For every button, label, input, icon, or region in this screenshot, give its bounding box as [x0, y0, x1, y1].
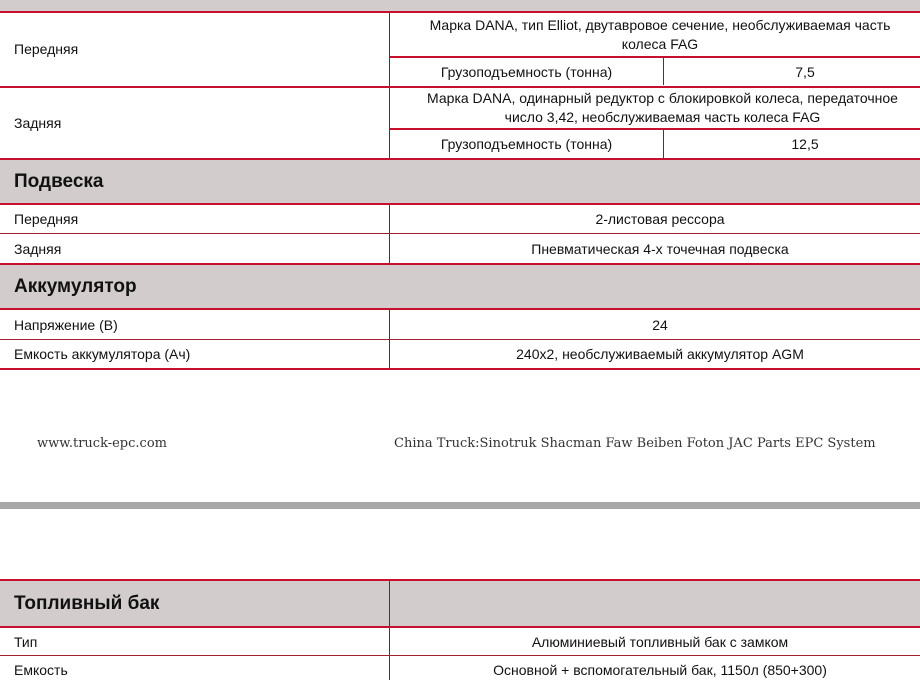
divider — [0, 368, 920, 370]
suspension-front-label: Передняя — [14, 211, 79, 227]
front-axle-label: Передняя — [14, 41, 79, 57]
front-capacity-label: Грузоподъемность (тонна) — [440, 63, 613, 80]
battery-title: Аккумулятор — [14, 275, 137, 297]
suspension-front-value: 2-листовая рессора — [595, 211, 725, 227]
footer-tagline: China Truck:Sinotruk Shacman Faw Beiben Foton JAC Parts EPC System — [394, 436, 876, 451]
battery-voltage-value: 24 — [652, 316, 668, 333]
battery-capacity-value: 240x2, необслуживаемый аккумулятор AGM — [516, 346, 804, 362]
front-capacity-value: 7,5 — [795, 63, 815, 80]
page-break-bar — [0, 502, 920, 509]
fuel-tank-title: Топливный бак — [14, 592, 160, 614]
fuel-tank-capacity-value: Основной + вспомогательный бак, 1150л (850+300) — [493, 662, 827, 678]
front-axle-desc-line1: Марка DANA, тип Elliot, двутавровое сечение, необслуживаемая часть — [429, 17, 891, 33]
front-axle-description — [390, 13, 920, 57]
fuel-tank-type-value: Алюминиевый топливный бак с замком — [531, 633, 789, 650]
footer-site-link[interactable]: www.truck-epc.com — [37, 436, 167, 451]
fuel-tank-type-label: Тип — [14, 633, 38, 650]
battery-capacity-label: Емкость аккумулятора (Ач) — [14, 346, 191, 362]
rear-axle-desc-line2: число 3,42, необслуживаемая часть колеса FAG — [504, 109, 821, 125]
front-axle-desc-line2: колеса FAG — [621, 36, 699, 52]
rear-axle-description — [390, 88, 920, 128]
top-band — [0, 0, 920, 11]
rear-capacity-value: 12,5 — [791, 136, 819, 152]
rear-axle-label: Задняя — [14, 115, 62, 131]
battery-voltage-label: Напряжение (В) — [14, 316, 118, 333]
rear-capacity-label: Грузоподъемность (тонна) — [440, 136, 613, 152]
suspension-rear-value: Пневматическая 4-х точечная подвеска — [531, 240, 789, 257]
rear-axle-desc-line1: Марка DANA, одинарный редуктор с блокировкой колеса, передаточное — [427, 90, 898, 106]
fuel-tank-capacity-label: Емкость — [14, 662, 68, 678]
suspension-title: Подвеска — [14, 170, 104, 192]
suspension-rear-label: Задняя — [14, 240, 62, 257]
